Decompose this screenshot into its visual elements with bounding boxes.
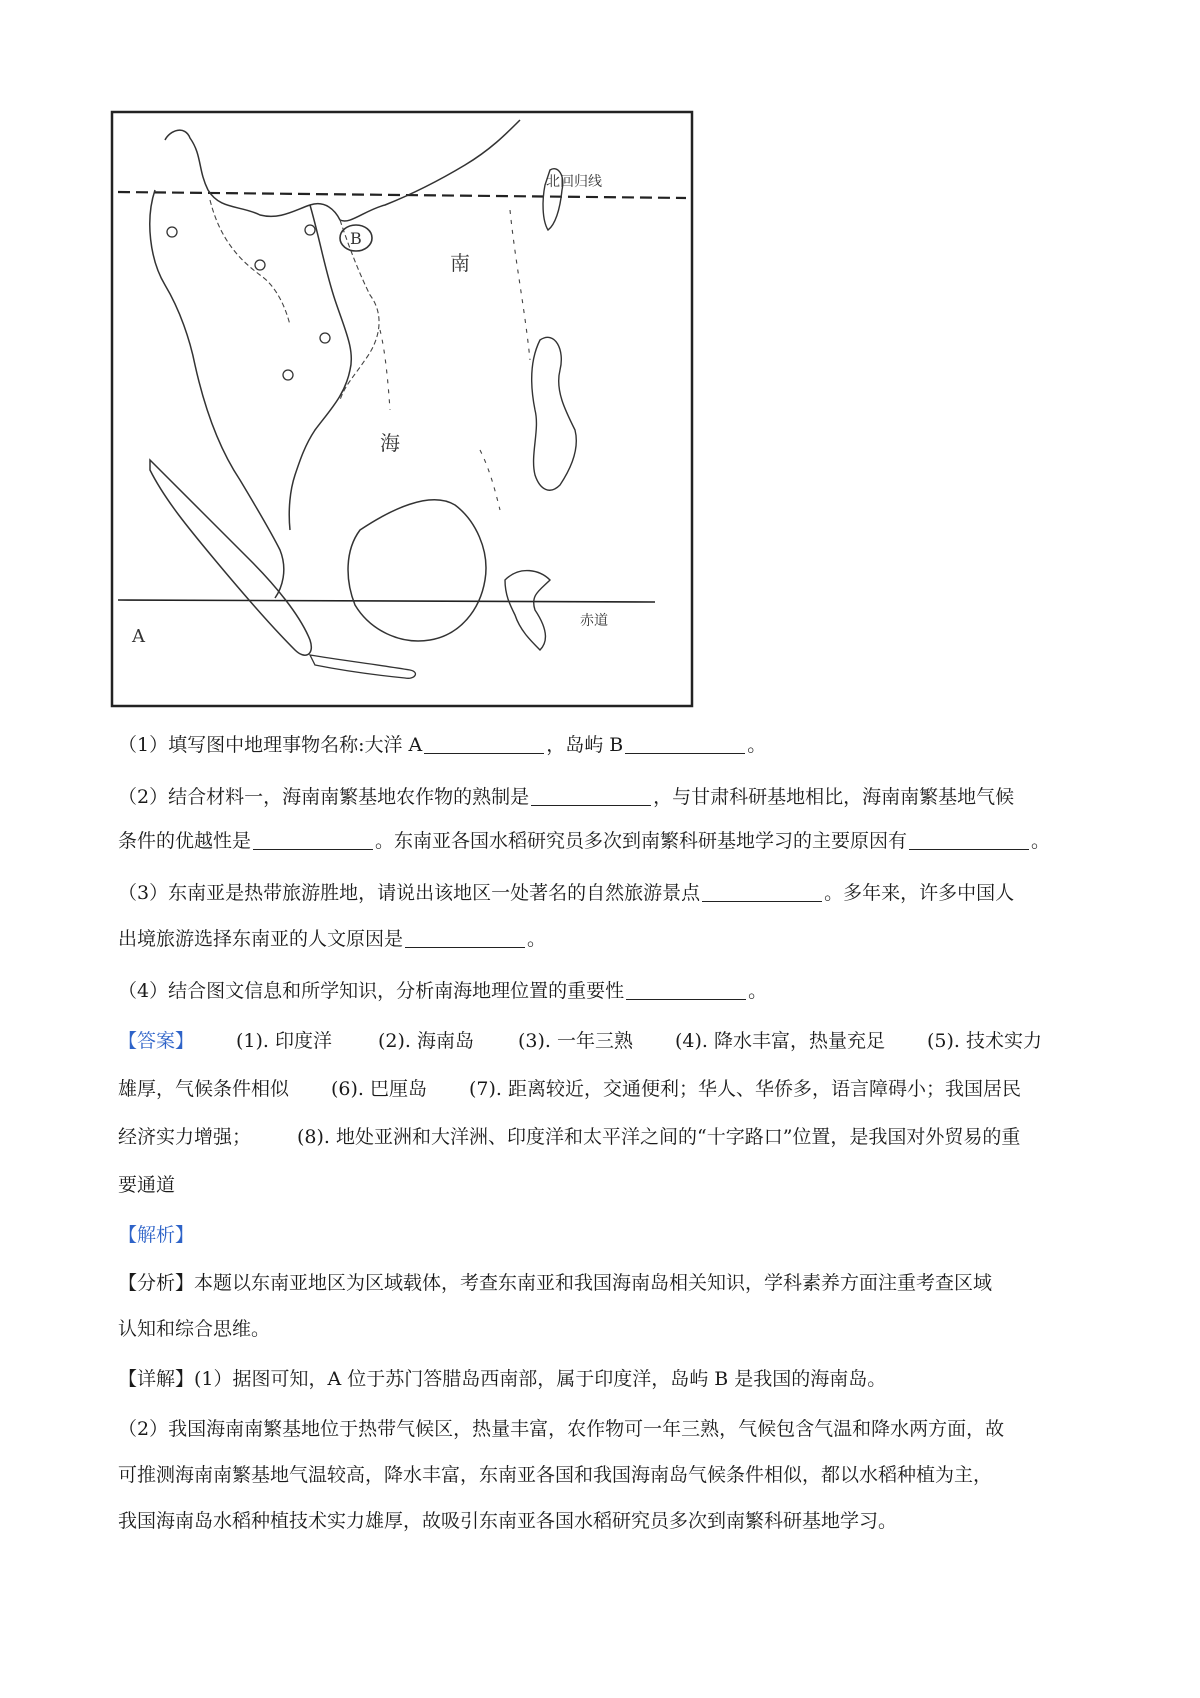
answer-blank <box>253 831 373 850</box>
answer-tag: 【答案】 <box>118 1030 195 1052</box>
southeast-asia-map <box>110 110 694 708</box>
label-ocean-a: A <box>132 626 145 647</box>
label-sea-nan: 南 <box>450 251 470 275</box>
label-island-b: B <box>350 229 362 248</box>
answer-line-4: 要通道 <box>118 1174 176 1196</box>
answer-blank <box>531 787 651 806</box>
label-tropic-of-cancer: 北回归线 <box>546 174 602 190</box>
question-2-line-1: （2）结合材料一，海南南繁基地农作物的熟制是 ，与甘肃科研基地相比，海南南繁基地气候 <box>118 786 1015 808</box>
answer-blank <box>909 831 1029 850</box>
answer-blank <box>625 735 745 754</box>
answer-line-1: 【答案】 (1). 印度洋 (2). 海南岛 (3). 一年三熟 (4). 降水丰富，热量充足 (5). 技术实力 <box>118 1030 1043 1052</box>
question-3-line-2: 出境旅游选择东南亚的人文原因是 。 <box>118 928 547 950</box>
analysis-fenxi-line-1: 【分析】本题以东南亚地区为区域载体，考查东南亚和我国海南岛相关知识，学科素养方面注重考查区域 <box>118 1272 993 1294</box>
label-sea-hai: 海 <box>380 431 400 455</box>
analysis-xiangjie-line-1: 【详解】(1）据图可知，A 位于苏门答腊岛西南部，属于印度洋，岛屿 B 是我国的海南岛。 <box>118 1368 887 1390</box>
answer-blank <box>702 883 822 902</box>
analysis-xiangjie-line-2: （2）我国海南南繁基地位于热带气候区，热量丰富，农作物可一年三熟，气候包含气温和降水两方面，故 <box>118 1418 1005 1440</box>
analysis-tag: 【解析】 <box>118 1224 195 1246</box>
answer-blank <box>424 735 544 754</box>
answer-blank <box>405 929 525 948</box>
analysis-xiangjie-line-4: 我国海南岛水稻种植技术实力雄厚，故吸引东南亚各国水稻研究员多次到南繁科研基地学习。 <box>118 1510 898 1532</box>
question-4: （4）结合图文信息和所学知识，分析南海地理位置的重要性 。 <box>118 980 768 1002</box>
analysis-xiangjie-line-3: 可推测海南南繁基地气温较高，降水丰富，东南亚各国和我国海南岛气候条件相似，都以水稻种植为主， <box>118 1464 993 1486</box>
answer-blank <box>626 981 746 1000</box>
answer-line-2: 雄厚，气候条件相似 (6). 巴厘岛 (7). 距离较近，交通便利；华人、华侨多，语言障碍小；我国居民 <box>118 1078 1022 1100</box>
analysis-fenxi-line-2: 认知和综合思维。 <box>118 1318 271 1340</box>
question-3-line-1: （3）东南亚是热带旅游胜地，请说出该地区一处著名的自然旅游景点 。多年来，许多中国人 <box>118 882 1015 904</box>
question-2-line-2: 条件的优越性是 。东南亚各国水稻研究员多次到南繁科研基地学习的主要原因有 。 <box>118 830 1051 852</box>
answer-line-3: 经济实力增强； (8). 地处亚洲和大洋洲、印度洋和太平洋之间的“十字路口”位置，是我国对外贸易的重 <box>118 1126 1021 1148</box>
analysis-header <box>118 1222 1098 1248</box>
question-1: （1）填写图中地理事物名称:大洋 A ，岛屿 B 。 <box>118 734 767 756</box>
label-equator: 赤道 <box>580 613 608 629</box>
